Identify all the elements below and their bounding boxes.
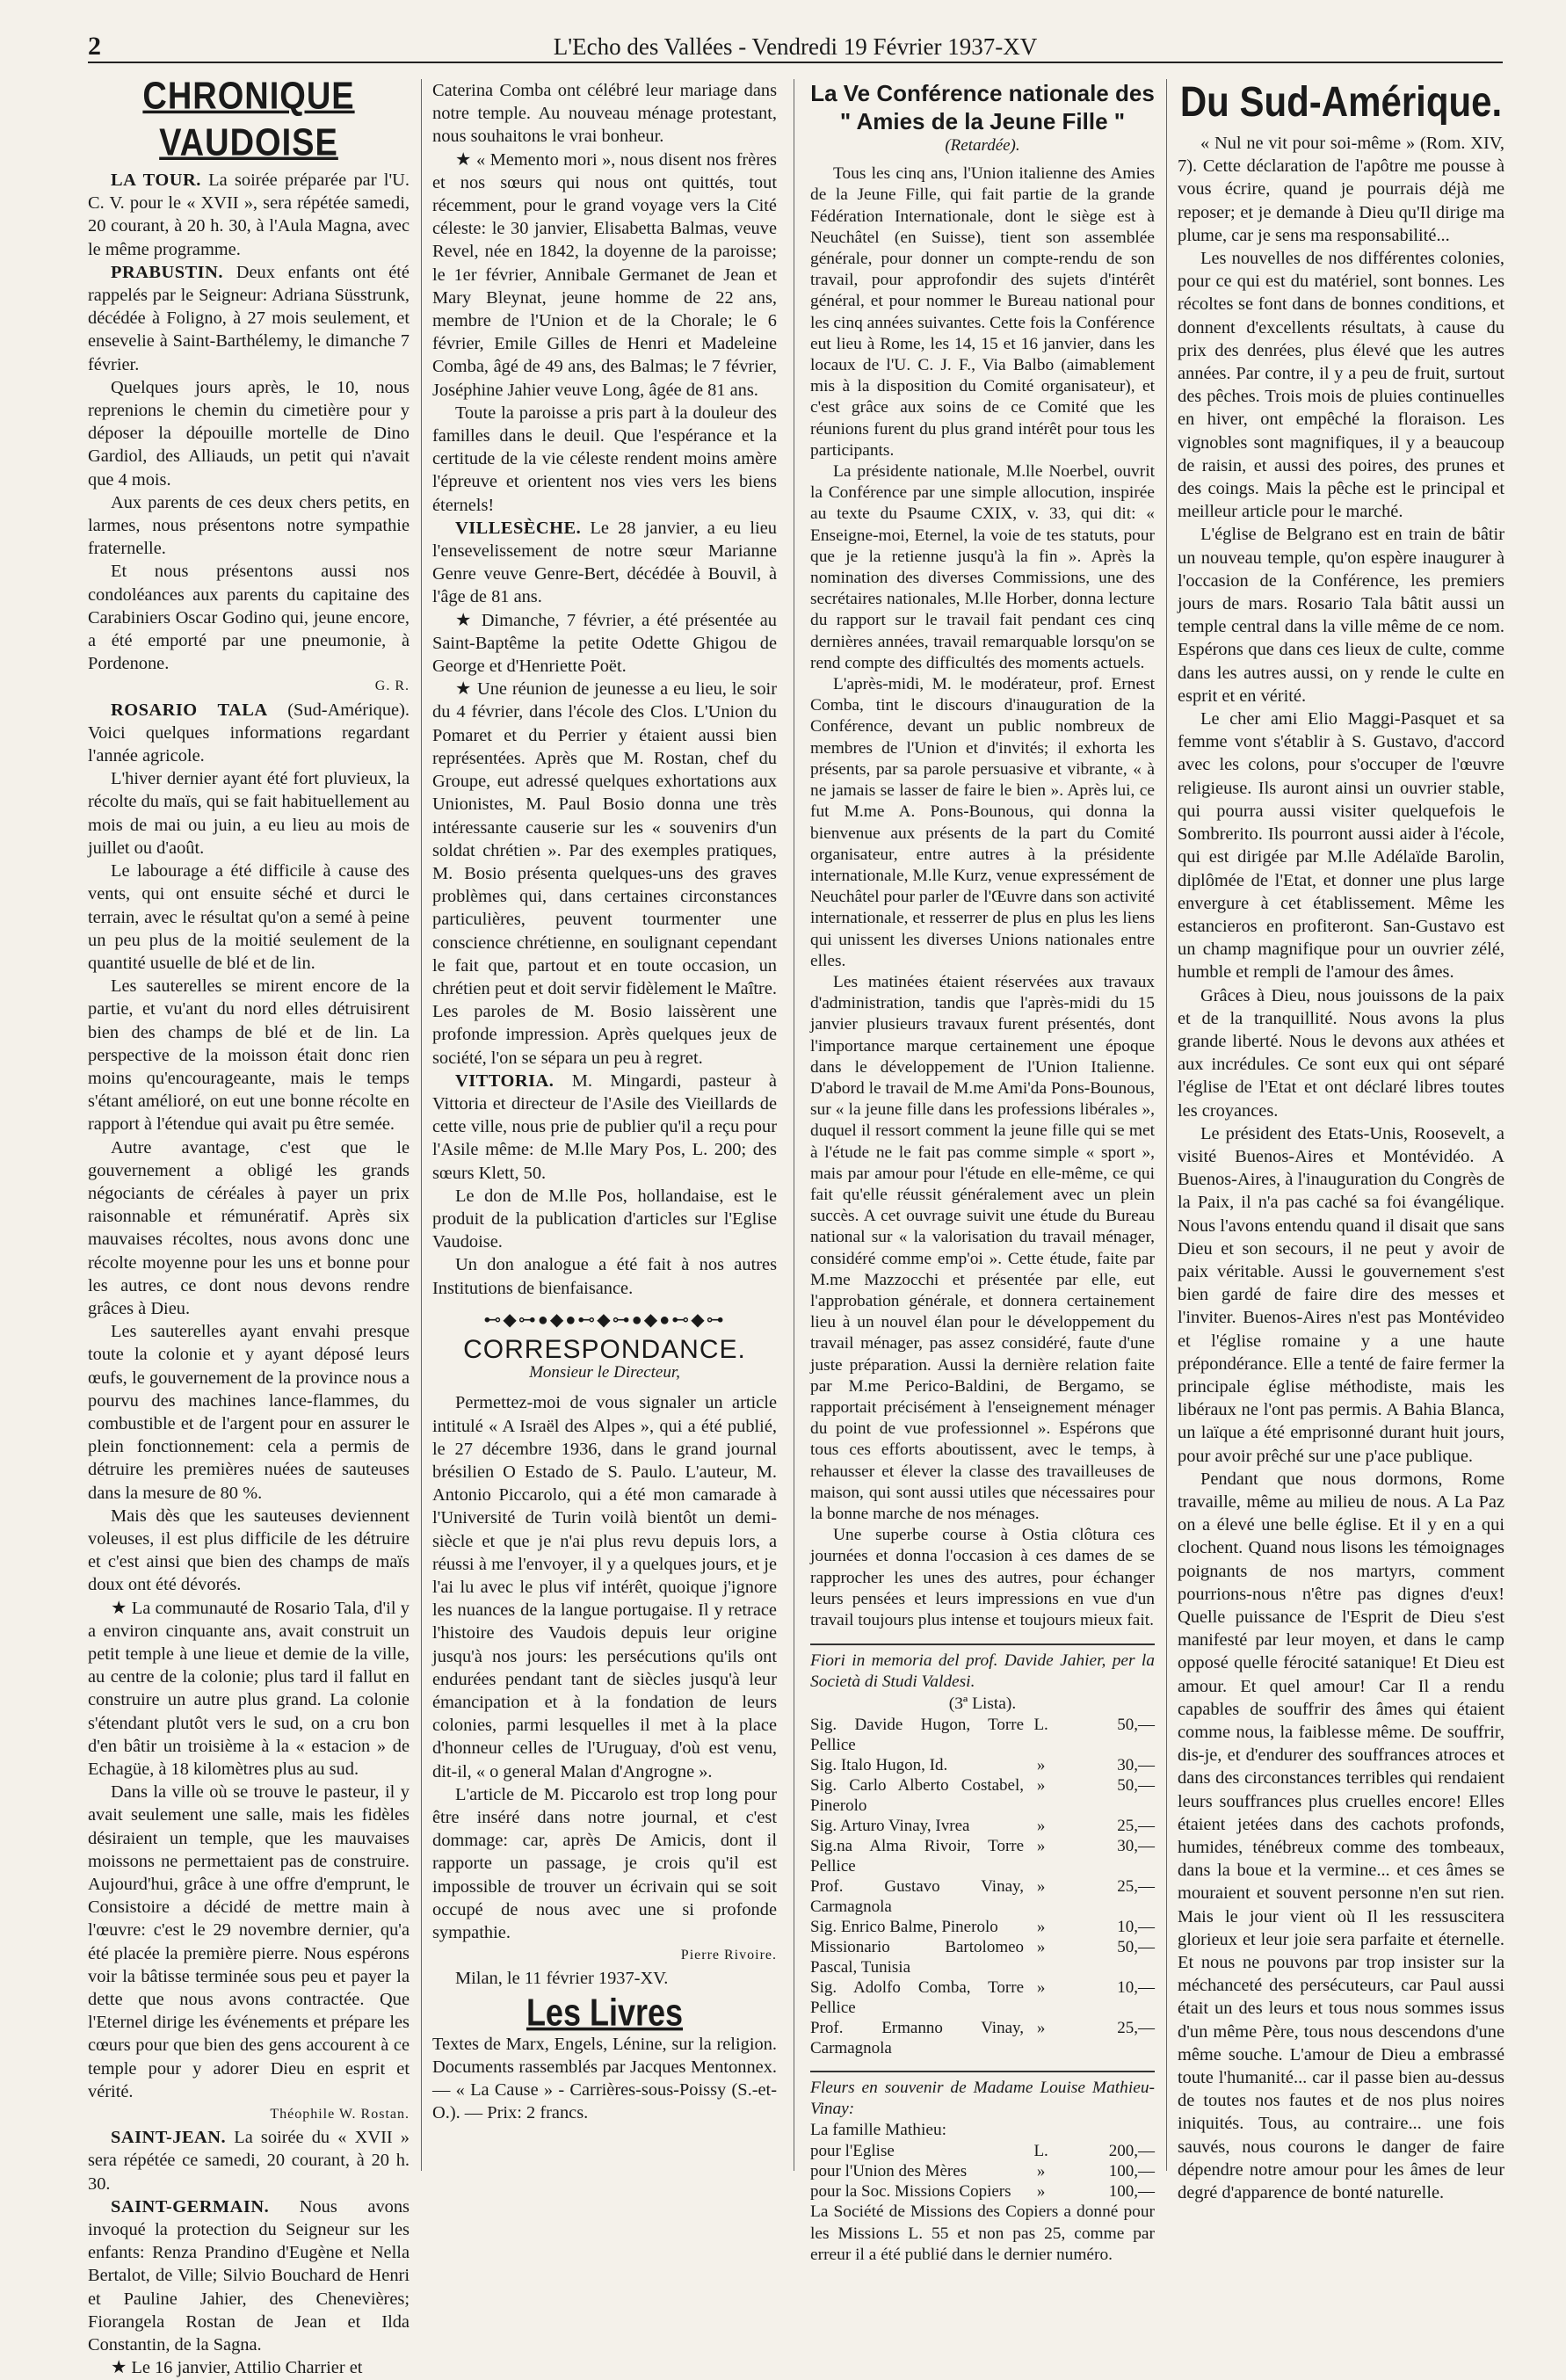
- list-cell-amt: 25,—: [1117, 1816, 1155, 1835]
- list-cell-d: »: [1036, 1836, 1046, 1855]
- paragraph: Autre avantage, c'est que le gouvernement a obligé les grands négociants de céréales à payer un prix raisonnable et rémunératif. Après six mauvaises récoltes, nous avons donc une récolte moyenne pour les uns et bonne pour les autres, ce dont nous devons rendre grâces à Dieu.: [88, 1137, 410, 1318]
- list-cell-amt: 25,—: [1117, 1876, 1155, 1896]
- title-line: " Amies de la Jeune Fille ": [839, 108, 1126, 134]
- paragraph: ★ « Memento mori », nous disent nos frères et nos sœurs qui nous ont quittés, tout récemment, pour le grand voyage vers la Cité céleste: le 30 janvier, Elisabetta Balmas, veuve Revel, née en 1842, la doyenne de la paroisse; le 1er février, Annibale Germanet de Jean et Mary Bleynat, jeune homme de 22 ans, membre de l'Union et de la Chorale; le 6 février, Emile Gilles de Henri et Madeleine Comba, âgé de 49 ans, des Balmas; le 7 février, Joséphine Jahier veuve Long, âgée de 81 ans.: [432, 149, 777, 400]
- list-cell-d: »: [1036, 1937, 1046, 1956]
- paragraph: Et nous présentons aussi nos condoléances aux parents du capitaine des Carabiniers Oscar Godino qui, jeune encore, a été emporté par une pneumonie, à Pordenone.: [88, 562, 410, 674]
- signature: G. R.: [374, 678, 410, 694]
- newspaper-header-title: L'Echo des Vallées - Vendredi 19 Février 1937-XV: [553, 33, 1038, 60]
- paragraph: Le cher ami Elio Maggi-Pasquet et sa femme vont s'établir à S. Gustavo, d'accord avec les colons, pour s'occuper de l'œuvre religieuse. Ils auront ainsi un ouvrier stable, qui pourra aussi visiter quelquefois le Sombrerito. Ils pourront aussi aider à l'école, qui est dirigée par M.lle Adélaïde Barolin, diplômée de l'Etat, et donner une plus large envergure à cet établissement. Même les estancieros en profiteront. San-Gustavo est un champ magnifique pour un ouvrier zélé, humble et rempli de l'amour des âmes.: [1178, 709, 1504, 983]
- paragraph: Aux parents de ces deux chers petits, en larmes, nous présentons notre sympathie fraternelle.: [88, 492, 410, 559]
- list-row: [810, 2181, 1155, 2202]
- column-2: [432, 79, 777, 2125]
- fiori-heading: Fiori in memoria del prof. Davide Jahier, per la Società di Studi Valdesi.: [810, 1651, 1155, 1692]
- list-cell-amt: 50,—: [1117, 1715, 1155, 1734]
- list-row: [810, 2161, 1155, 2181]
- subtitle: (Retardée).: [945, 136, 1020, 155]
- article-villeseche: VILLESÈCHE. Le 28 janvier, a eu lieu l'ensevelissement de notre sœur Marianne Genre veuve Genre-Bert, décédée à Bouvil, à l'âge de 81 ans.: [432, 518, 777, 607]
- list-cell-d: »: [1036, 1876, 1046, 1896]
- paragraph: ★ Dimanche, 7 février, a été présentée au Saint-Baptême la petite Odette Ghigou de George et d'Henriette Poët.: [432, 610, 777, 677]
- article-la-tour: LA TOUR. La soirée préparée par l'U. C. V. pour le « XVII », sera répétée samedi, 20 courant, à 20 h. 30, à l'Aula Magna, avec le même programme.: [88, 171, 410, 259]
- list-cell-amt: 10,—: [1117, 1977, 1155, 1997]
- list-cell-d: »: [1036, 1775, 1046, 1795]
- paragraph: Caterina Comba ont célébré leur mariage dans notre temple. Au nouveau ménage protestant, nous souhaitons le vrai bonheur.: [432, 81, 777, 147]
- list-cell-d: »: [1036, 2018, 1046, 2037]
- list-cell-d: »: [1036, 2162, 1046, 2181]
- paragraph: Un don analogue a été fait à nos autres Institutions de bienfaisance.: [432, 1255, 777, 1298]
- paragraph: Le président des Etats-Unis, Roosevelt, a visité Buenos-Aires et Montévidéo. A Buenos-Aires, à l'inauguration du Congrès de la Paix, il n'a pas caché sa foi évangélique. Nous l'avons entendu quand il disait que sans Dieu et son secours, il ne peut y avoir de paix véritable. Aussi le gouvernement s'est bien gardé de faire dire des messes et l'inviter. Buenos-Aires n'est pas Montévideo et l'église romaine y a une haute prépondérance. Elle a tenté de faire fermer la principale église méthodiste, mais les libéraux ne l'ont pas permis. A Bahia Blanca, un laïque a été emprisonné durant huit jours, pour avoir prêché sur une p'ace publique.: [1178, 1123, 1504, 1466]
- list-cell-name: Sig. Italo Hugon, Id.: [810, 1755, 948, 1774]
- page-header: [88, 32, 1503, 63]
- paragraph: Quelques jours après, le 10, nous reprenions le chemin du cimetière pour y déposer la dépouille mortelle de Dino Gardiol, des Alliauds, un petit qui n'avait que 4 mois.: [88, 377, 410, 490]
- section-title-chronique: CHRONIQUE VAUDOISE: [142, 75, 355, 164]
- paragraph: Mais dès que les sauteuses deviennent voleuses, il est plus difficile de les détruire et c'est ainsi que bien des champs de maïs doux ont été dévorés.: [88, 1506, 410, 1595]
- paragraph: Une superbe course à Ostia clôtura ces journées et donna l'occasion à ces dames de se rapprocher les unes des autres, pour échanger leurs pensées et leurs impressions en vue d'un travail toujours plus intense et toujours mieux fait.: [810, 1526, 1155, 1630]
- list-cell-d: »: [1036, 1755, 1046, 1774]
- paragraph: Textes de Marx, Engels, Lénine, sur la religion. Documents rassemblés par Jacques Mentonnex. — « La Cause » - Carrières-sous-Poissy (S.-et-O.). — Prix: 2 francs.: [432, 2034, 777, 2123]
- list-cell-name: Missionario Bartolomeo Pascal, Tunisia: [810, 1937, 1025, 1977]
- section-title-correspondance: CORRESPONDANCE.: [463, 1334, 746, 1364]
- paragraph: L'hiver dernier ayant été fort pluvieux, la récolte du maïs, qui se fait habituellement au mois de mai ou juin, a eu lieu au mois de juillet ou d'août.: [88, 769, 410, 858]
- list-cell-d: »: [1036, 1816, 1046, 1835]
- column-1: [88, 75, 410, 2380]
- list-cell-amt: 200,—: [1108, 2142, 1155, 2161]
- fiori-subheading: (3ª Lista).: [948, 1694, 1017, 1713]
- list-row: [810, 2018, 1155, 2058]
- fleurs-list-box: [810, 2071, 1155, 2266]
- column-rule: [1166, 79, 1167, 2171]
- list-cell-name: Prof. Gustavo Vinay, Carmagnola: [810, 1876, 1025, 1916]
- ornament-divider: ⊷◆⊶●◆●⊷◆⊶●◆●⊷◆⊶: [483, 1310, 726, 1330]
- list-row: [810, 2141, 1155, 2161]
- fiori-list-box: [810, 1644, 1155, 2058]
- list-cell-amt: 10,—: [1117, 1917, 1155, 1936]
- fleurs-heading: Fleurs en souvenir de Madame Louise Mathieu-Vinay:: [810, 2078, 1155, 2119]
- list-cell-name: Sig.na Alma Rivoir, Torre Pellice: [810, 1836, 1025, 1876]
- signature: Pierre Rivoire.: [680, 1948, 777, 1963]
- paragraph: Permettez-moi de vous signaler un article intitulé « A Israël des Alpes », qui a été publié, le 27 décembre 1936, dans le grand journal brésilien O Estado de S. Paulo. L'auteur, M. Antonio Piccarolo, qui a été mon camarade à l'Université de Turin voilà bientôt un demi-siècle et que je n'ai plus revu depuis lors, a réussi à me l'envoyer, il y a quelques jours, et je l'ai lu avec le plus vif intérêt, quoique j'ignore les nuances de la langue portugaise. Il y retrace l'histoire des Vaudois depuis leur origine jusqu'à nos jours: les persécutions qu'ils ont endurées pendant tant de siècles jusqu'à leur émancipation et à la fondation de leurs colonies, parmi lesquelles il met à la place d'honneur celles de l'Uruguay, d'où est venu, dit-il, « o general Malan d'Angrogne ».: [432, 1393, 777, 1781]
- page-number: 2: [88, 32, 101, 61]
- paragraph: Les matinées étaient réservées aux travaux d'administration, tandis que l'après-midi du 15 janvier plusieurs travaux furent présentés, dont l'importance marque certainement une époque dans le développement de l'Union Italienne. D'abord le travail de M.me Ami'da Pons-Bounous, sur « la jeune fille dans les professions libérales », duquel il ressort comment la jeune fille qui se met à l'étude ne le fait pas comme simple « sport », mais par amour pour l'étude en elle-même, ce qui fait qu'elle réussit généralement avec un plein succès. A cet ouvrage suivit une étude du Bureau national sur « la valorisation du travail ménager, considéré comme emp'oi ». Cette étude, faite par M.me Mazzocchi et présentée par elle, eut l'approbation générale, et donnera certainement lieu à un nouvel élan pour le développement du travail ménager, pas assez considéré, faute d'une juste préparation. Aussi la dernière relation faite par M.me Perico-Baldini, de Bergamo, se rapportait précisément à l'enseignement ménager du point de vue professionnel ». Espérons que tous ces efforts aboutissent, avec le temps, à rehausser et élever la classe des travailleuses de maison, qui sont aussi utiles que nécessaires pour la bonne marche de nos ménages.: [810, 972, 1155, 1523]
- paragraph: L'église de Belgrano est en train de bâtir un nouveau temple, qu'on espère inaugurer à l'occasion de la Conférence, les premiers jours de mars. Rosario Tala bâtit aussi un temple central dans la ville même de ce nom. Espérons que dans ces lieux de culte, comme dans les autres aussi, on y rende le culte en esprit et en vérité.: [1178, 525, 1504, 706]
- paragraph: Tous les cinq ans, l'Union italienne des Amies de la Jeune Fille, qui fait partie de la grande Fédération Internationale, dont le siège est à Neuchâtel (en Suisse), tient son assemblée générale, pour donner un compte-rendu de son travail, pour approfondir des sujets d'intérêt général, et pour nommer le Bureau national pour les cinq années suivantes. Cette fois la Conférence eut lieu à Rome, les 14, 15 et 16 janvier, dans les locaux de l'U. C. J. F., Via Balbo (aimablement mis à la disposition du Comité organisateur), et c'est grâce aux soins de ce Comité que les réunions furent du plus grand intérêt pour tous les participants.: [810, 164, 1155, 460]
- section-title-conference: [810, 79, 1155, 135]
- paragraph: ★ Le 16 janvier, Attilio Charrier et: [111, 2358, 363, 2378]
- list-cell-amt: 30,—: [1117, 1836, 1155, 1855]
- list-cell-amt: 25,—: [1117, 2018, 1155, 2037]
- list-cell-name: pour l'Eglise: [810, 2142, 895, 2161]
- article-prabustin: PRABUSTIN. Deux enfants ont été rappelés par le Seigneur: Adriana Süsstrunk, décédée à Foligno, à 27 mois seulement, et ensevelie à Saint-Barthélemy, le dimanche 7 février.: [88, 262, 410, 374]
- list-row: [810, 1816, 1155, 1836]
- paragraph: ★ La communauté de Rosario Tala, d'il y a environ cinquante ans, avait construit un petit temple à une lieue et demie de la ville, au centre de la colonie; plus tard il fallut en construire un autre plus grand. La colonie s'étendant plutôt vers le sud, on a cru bon d'en bâtir un troisième à la « estacion » de Echagüe, à 18 kilomètres plus au sud.: [88, 1598, 410, 1780]
- paragraph: L'après-midi, M. le modérateur, prof. Ernest Comba, tint le discours d'inauguration de la Conférence, devant un public nombreux de membres de l'Union et d'invités; il exhorta les présents, par sa parole persuasive et vibrante, « à ne jamais se lasser de faire le bien ». Après lui, ce fut M.me A. Pons-Bounous, qui donna la bienvenue aux présents de la part du Comité organisateur, entre autres à la présidente internationale, M.lle Kurz, venue expressément de Neuchâtel pour parler de l'Œuvre dans son activité internationale, et resserrer de plus en plus les liens qui unissent les diverses Unions nationales entre elles.: [810, 675, 1155, 970]
- section-title-livres: Les Livres: [526, 1990, 684, 2034]
- paragraph: Grâces à Dieu, nous jouissons de la paix et de la tranquillité. Nous avons la plus grande liberté. Nous le devons aux athées et aux incrédules. Ce sont eux qui ont séparé l'église de l'Etat et ont déclaré libres toutes les croyances.: [1178, 985, 1504, 1121]
- article-saint-germain: SAINT-GERMAIN. Nous avons invoqué la protection du Seigneur sur les enfants: Renza Prandino d'Eugène et Nella Bertalot, de Ville; Silvio Bouchard de Henri et Pauline Jahier, des Chenevières; Fiorangela Rostan de Jean et Ilda Constantin, de la Sagna.: [88, 2196, 410, 2355]
- paragraph: Le don de M.lle Pos, hollandaise, est le produit de la publication d'articles sur l'Eglise Vaudoise.: [432, 1186, 777, 1252]
- list-cell-d: »: [1036, 2182, 1046, 2202]
- list-cell-name: Sig. Davide Hugon, Torre Pellice: [810, 1715, 1025, 1754]
- list-cell-amt: 100,—: [1108, 2182, 1155, 2202]
- fleurs-family: La famille Mathieu:: [810, 2121, 947, 2140]
- paragraph: L'article de M. Piccarolo est trop long pour être inséré dans notre journal, et c'est dommage: car, après De Amicis, dont il rapporte un passage, je crois qu'il est impossible de trouver un écrivain qui se soit occupé de nous avec une si profonde sympathie.: [432, 1784, 777, 1943]
- list-cell-amt: 30,—: [1117, 1755, 1155, 1774]
- list-cell-d: L.: [1033, 1715, 1048, 1734]
- list-cell-name: Sig. Enrico Balme, Pinerolo: [810, 1917, 998, 1936]
- list-cell-name: Prof. Ermanno Vinay, Carmagnola: [810, 2018, 1025, 2057]
- salutation: Monsieur le Directeur,: [529, 1363, 680, 1382]
- list-cell-d: »: [1036, 1917, 1046, 1936]
- list-row: [810, 1937, 1155, 1977]
- section-title-sud-amerique: Du Sud-Amérique.: [1179, 77, 1503, 126]
- paragraph: Le labourage a été difficile à cause des vents, qui ont ensuite séché et durci le terrain, avec le résultat qu'on a semé à peine un peu plus de la moitié seulement de la quantité usuelle de blé et de lin.: [88, 861, 410, 973]
- list-row: [810, 1775, 1155, 1816]
- list-cell-amt: 50,—: [1117, 1937, 1155, 1956]
- list-cell-name: Sig. Carlo Alberto Costabel, Pinerolo: [810, 1775, 1025, 1815]
- signature: Théophile W. Rostan.: [270, 2107, 410, 2122]
- list-cell-amt: 50,—: [1117, 1775, 1155, 1795]
- list-row: [810, 1755, 1155, 1775]
- list-row: [810, 1977, 1155, 2018]
- article-rosario-tala: ROSARIO TALA (Sud-Amérique). Voici quelques informations regardant l'année agricole.: [88, 700, 410, 766]
- paragraph: Dans la ville où se trouve le pasteur, il y avait seulement une salle, mais les fidèles désiraient un temple, que les mauvaises moissons ne permettaient pas de construire. Aujourd'hui, grâce à une offre d'emprunt, le Consistoire a décidé de mettre main à l'œuvre: c'est le 29 novembre dernier, qu'a été placée la première pierre. Nous espérons voir la bâtisse terminée sous peu et payer la dette que nous avons contractée. Que l'Eternel dirige les événements et prépare les cœurs pour que bien des gens accourent à ce temple pour y adorer Dieu en esprit et vérité.: [88, 1782, 410, 2101]
- paragraph: Les nouvelles de nos différentes colonies, pour ce qui est du matériel, sont bonnes. Les récoltes se font dans de bonnes conditions, et donnent d'excellents résultats, à cause du prix des denrées, plus élevé que les autres années. Par contre, il y a peu de fruit, surtout des pêches. Trois mois de pluies continuelles en hiver, ont empêché la floraison. Les vignobles sont magnifiques, il y a beaucoup de raisin, et aussi des poires, des prunes et des coings. Mais la pêche est le principal et meilleur article pour le marché.: [1178, 249, 1504, 522]
- paragraph: « Nul ne vit pour soi-même » (Rom. XIV, 7). Cette déclaration de l'apôtre me pousse à vous écrire, quand je pourrais déjà me reposer; et je demande à Dieu qu'Il dirige ma plume, car je sens ma responsabilité...: [1178, 134, 1504, 245]
- paragraph: La présidente nationale, M.lle Noerbel, ouvrit la Conférence par une simple allocution, inspirée au texte du Psaume CXIX, v. 33, qui dit: « Enseigne-moi, Eternel, la voie de tes statuts, pour que je la retienne jusqu'à la fin ». Après la nomination des diverses Commissions, une des secrétaires nationales, M.lle Horber, donna lecture du rapport sur le travail fait pendant ces cinq dernières années, travail remarquable lorsqu'on se rend compte des difficultés des moments actuels.: [810, 462, 1155, 672]
- list-row: [810, 1715, 1155, 1755]
- dateline: Milan, le 11 février 1937-XV.: [455, 1969, 669, 1989]
- article-saint-jean: SAINT-JEAN. La soirée du « XVII » sera répétée ce samedi, 20 courant, à 20 h. 30.: [88, 2128, 410, 2194]
- paragraph: Pendant que nous dormons, Rome travaille, même au milieu de nous. A La Paz on a élevé une belle église. Et il y en a qui clochent. Quand nous lisons les témoignages poignants de nos martyrs, comment pourrions-nous n'être pas dignes d'eux! Quelle puissance de l'Esprit de Dieu s'est manifesté par leur moyen, et dans le camp opposé quelle férocité satanique! Et Dieu est amour. Et quel amour! Car Il a rendu capables de souffrir des âmes qui étaient comme nous, la faiblesse même. De souffrir, dis-je, et d'endurer des souffrances atroces et dans des circonstances terribles qui rendaient leurs souffrances plus cruelles encore! Elles étaient jetées dans des cachots profonds, humides, ténébreux comme des tombeaux, dans la boue et la vermine... et ces âmes se mouraient et souvent personne n'en sut rien. Mais le jour vient où Il les ressuscitera glorieux et leur joie sera parfaite et éternelle. Et nous ne pouvons par trop insister sur la méchanceté des persécuteurs, car Paul aussi était un des leurs et tous nous sommes issus d'un même Père, tous nous descendons d'une même souche. L'amour de Dieu a embrassé toute l'humanité... car il passe bien au-dessus de toutes nos fautes et de nos plus noires iniquités. Tous, au contraire... une fois sauvés, nous courons le danger de faire dépendre notre amour pour les âmes de leur degré d'apparence de bonté naturelle.: [1178, 1469, 1504, 2203]
- column-4: [1178, 79, 1504, 2204]
- list-cell-name: pour la Soc. Missions Copiers: [810, 2182, 1011, 2202]
- list-cell-name: Sig. Adolfo Comba, Torre Pellice: [810, 1977, 1025, 2017]
- list-row: [810, 1836, 1155, 1876]
- list-row: [810, 1876, 1155, 1917]
- paragraph: ★ Une réunion de jeunesse a eu lieu, le soir du 4 février, dans l'école des Clos. L'Union du Pomaret et du Perrier y étaient aussi bien représentées. Après que M. Rostan, chef du Groupe, eut adressé quelques exhortations aux Unionistes, M. Paul Bosio donna une très intéressante causerie sur les « souvenirs d'un soldat chrétien ». Par des exemples pratiques, M. Bosio présenta quelques-uns des graves problèmes qui, dans certaines circonstances particulières, peuvent tourmenter une conscience chrétienne, en soulignant cependant le fait que, partout et en toute occasion, un chrétien peut et doit servir fidèlement le Maître. Les paroles de M. Bosio laissèrent une profonde impression. Après quelques jeux de société, l'on se sépara un peu à regret.: [432, 679, 777, 1068]
- list-cell-name: Sig. Arturo Vinay, Ivrea: [810, 1816, 970, 1835]
- article-vittoria: VITTORIA. M. Mingardi, pasteur à Vittoria et directeur de l'Asile des Vieillards de cette ville, nous prie de publier qu'il a reçu pour l'Asile même: de M.lle Mary Pos, L. 200; des sœurs Klett, 50.: [432, 1070, 777, 1183]
- paragraph: Les sauterelles ayant envahi presque toute la colonie et y ayant déposé leurs œufs, le gouvernement de la province nous a pourvu des machines lance-flammes, du combustible et de l'argent pour en assurer le plein fonctionnement: cela a permis de détruire les premières nuées de sauteuses dans la mesure de 80 %.: [88, 1322, 410, 1503]
- paragraph: Toute la paroisse a pris part à la douleur des familles dans le deuil. Que l'espérance et la certitude de la vie céleste rendent moins amère l'épreuve et orientent nos vies vers les biens éternels!: [432, 403, 777, 515]
- list-cell-d: »: [1036, 1977, 1046, 1997]
- column-rule: [421, 79, 422, 2171]
- list-cell-name: pour l'Union des Mères: [810, 2162, 968, 2181]
- paragraph: Les sauterelles se mirent encore de la partie, et vu'ant du nord elles détruisirent bien des champs de blé et de lin. La perspective de la moisson était donc rien moins qu'encourageante, mais le temps s'étant amélioré, on eut une bonne récolte en rapport à l'étendue qui avait pu être semée.: [88, 976, 410, 1135]
- fiori-table: [810, 1715, 1155, 2058]
- fleurs-table: [810, 2141, 1155, 2202]
- list-cell-d: L.: [1033, 2142, 1048, 2161]
- title-line: La Ve Conférence nationale des: [810, 80, 1155, 106]
- paragraph: La Société de Missions des Copiers a donné pour les Missions L. 55 et non pas 25, comme par erreur il a été publié dans le dernier numéro.: [810, 2202, 1155, 2264]
- column-3: [810, 79, 1155, 2266]
- list-cell-amt: 100,—: [1108, 2162, 1155, 2181]
- list-row: [810, 1917, 1155, 1937]
